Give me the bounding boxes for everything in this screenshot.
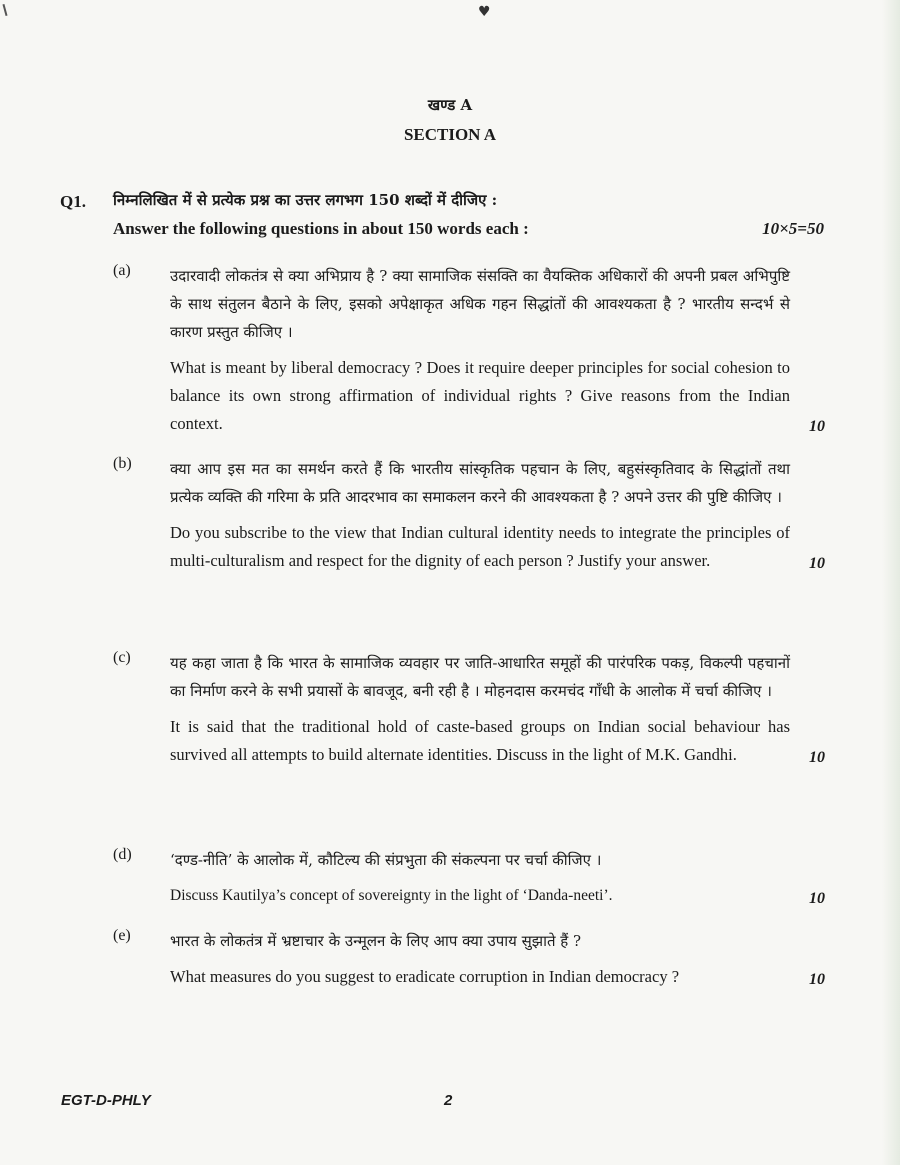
question-number: Q1. [60,192,86,211]
question-part-b [113,455,825,575]
paper-code: EGT-D-PHLY [61,1092,151,1109]
scan-edge-mark [2,4,7,16]
question-total-marks: 10×5=50 [762,219,824,238]
part-text-hindi: ‘दण्ड-नीति’ के आलोक में, कौटिल्य की संप्रभुता की संकल्पना पर चर्चा कीजिए । [170,851,602,869]
part-text-hindi: भारत के लोकतंत्र में भ्रष्टाचार के उन्मूलन के लिए आप क्या उपाय सुझाते हैं ? [170,932,582,950]
part-text-english: It is said that the traditional hold of caste-based groups on Indian social behaviour has survived all attempts to build alternate identities. Discuss in the light of M.K. Gandhi. [170,717,790,764]
question-part-d [113,846,825,910]
question-instruction-english: Answer the following questions in about 150 words each : [113,219,529,238]
part-marks: 10 [809,749,825,766]
page-number: 2 [444,1092,453,1109]
section-title-hindi: खण्ड A [427,96,473,114]
part-label: (c) [113,649,131,666]
part-marks: 10 [809,418,825,435]
part-text-hindi: यह कहा जाता है कि भारत के सामाजिक व्यवहार पर जाति-आधारित समूहों की पारंपरिक पकड़, विकल्पी पहचानों का निर्माण करने के सभी प्रयासों के बावजूद, बनी रही है । मोहनदास करमचंद गाँधी के आलोक में चर्चा कीजिए । [170,654,790,700]
part-marks: 10 [809,890,825,907]
part-marks: 10 [809,555,825,572]
question-part-a [113,262,825,438]
part-text-english: What is meant by liberal democracy ? Does it require deeper principles for social cohesion to balance its own strong affirmation of individual rights ? Give reasons from the Indian context. [170,358,790,433]
part-label: (e) [113,927,131,944]
part-label: (b) [113,455,132,472]
part-text-english: Do you subscribe to the view that Indian cultural identity needs to integrate the principles of multi-culturalism and respect for the dignity of each person ? Justify your answer. [170,523,790,570]
part-text-hindi: उदारवादी लोकतंत्र से क्या अभिप्राय है ? क्या सामाजिक संसक्ति का वैयक्तिक अधिकारों की अपनी प्रबल अभिपुष्टि के साथ संतुलन बैठाने के लिए, इसको अपेक्षाकृत अधिक गहन सिद्धांतों की आवश्यकता है ? भारतीय सन्दर्भ से कारण प्रस्तुत कीजिए । [170,267,790,341]
part-text-english: Discuss Kautilya’s concept of sovereignty in the light of ‘Danda-neeti’. [170,887,613,904]
question-instruction-hindi: निम्नलिखित में से प्रत्येक प्रश्न का उत्तर लगभग 150 शब्दों में दीजिए : [113,191,498,209]
question-part-c [113,649,825,769]
part-text-english: What measures do you suggest to eradicate corruption in Indian democracy ? [170,967,680,986]
part-marks: 10 [809,971,825,988]
scan-edge-shade [882,0,900,1165]
section-title-english: SECTION A [403,125,497,144]
part-text-hindi: क्या आप इस मत का समर्थन करते हैं कि भारतीय सांस्कृतिक पहचान के लिए, बहुसंस्कृतिवाद के सिद्धांतों तथा प्रत्येक व्यक्ति की गरिमा के प्रति आदरभाव का समाकलन करने की आवश्यकता है ? अपने उत्तर की पुष्टि कीजिए । [170,460,790,506]
question-part-e [113,927,825,991]
top-mark: ♥ [478,4,491,20]
part-label: (a) [113,262,131,279]
part-label: (d) [113,846,132,863]
